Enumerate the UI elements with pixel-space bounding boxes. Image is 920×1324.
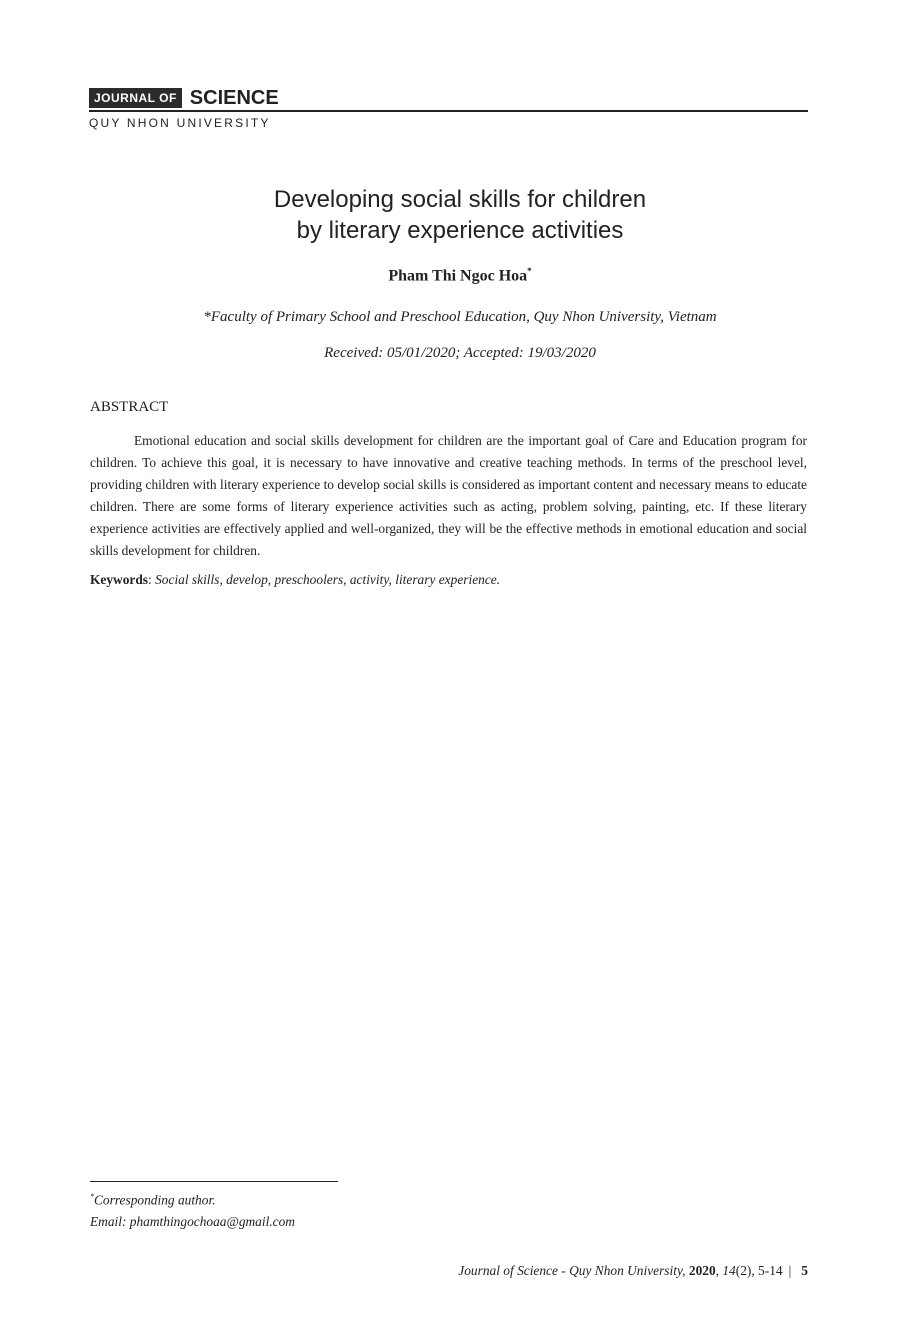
university-label: QUY NHON UNIVERSITY bbox=[89, 116, 271, 130]
keywords-separator: : bbox=[148, 572, 156, 587]
keywords-values: Social skills, develop, preschoolers, activity, literary experience. bbox=[155, 572, 501, 587]
article-dates: Received: 05/01/2020; Accepted: 19/03/2020 bbox=[324, 345, 596, 361]
journal-masthead bbox=[89, 84, 808, 130]
title-line-2: by literary experience activities bbox=[296, 217, 624, 244]
author-email: Email: phamthingochoaa@gmail.com bbox=[90, 1214, 295, 1229]
footer-comma: , bbox=[715, 1263, 723, 1278]
footer-issue-pages: (2), 5-14 bbox=[735, 1263, 783, 1278]
author-name bbox=[0, 266, 920, 285]
corresponding-text: Corresponding author. bbox=[94, 1192, 216, 1208]
abstract-text: Emotional education and social skills development for children are the important goal of Care and Education program for children. To achieve this goal, it is necessary to have innovative and creative teaching methods. In terms of the preschool level, providing children with literary experience to develop social skills is considered as important content and necessary means to educate children. There are some forms of literary experience activities such as acting, problem solving, painting, etc. If these literary experience activities are effectively applied and well-organized, they will be the effective methods in emotional education and social skills development for children. bbox=[90, 433, 807, 558]
abstract-heading: ABSTRACT bbox=[90, 399, 169, 415]
journal-science-label: SCIENCE bbox=[189, 87, 279, 109]
title-line-1: Developing social skills for children bbox=[273, 186, 647, 213]
footer-journal: Journal of Science - Quy Nhon University, bbox=[458, 1263, 689, 1278]
footnote-divider bbox=[90, 1181, 338, 1182]
page-number: 5 bbox=[801, 1263, 808, 1278]
page-footer bbox=[458, 1263, 808, 1279]
footer-separator: | bbox=[788, 1263, 792, 1278]
footer-volume: 14 bbox=[722, 1263, 736, 1278]
footer-year: 2020 bbox=[688, 1263, 716, 1278]
author-mark: * bbox=[527, 266, 532, 276]
keywords-label: Keywords bbox=[90, 572, 149, 587]
masthead-divider bbox=[89, 110, 808, 112]
author-text: Pham Thi Ngoc Hoa bbox=[388, 267, 528, 285]
author-affiliation: *Faculty of Primary School and Preschool Education, Quy Nhon University, Vietnam bbox=[203, 309, 717, 325]
article-title bbox=[0, 184, 920, 246]
keywords bbox=[90, 572, 807, 588]
journal-of-label: JOURNAL OF bbox=[89, 88, 182, 108]
footnote-mark: * bbox=[90, 1192, 94, 1201]
corresponding-author-note bbox=[90, 1192, 216, 1208]
